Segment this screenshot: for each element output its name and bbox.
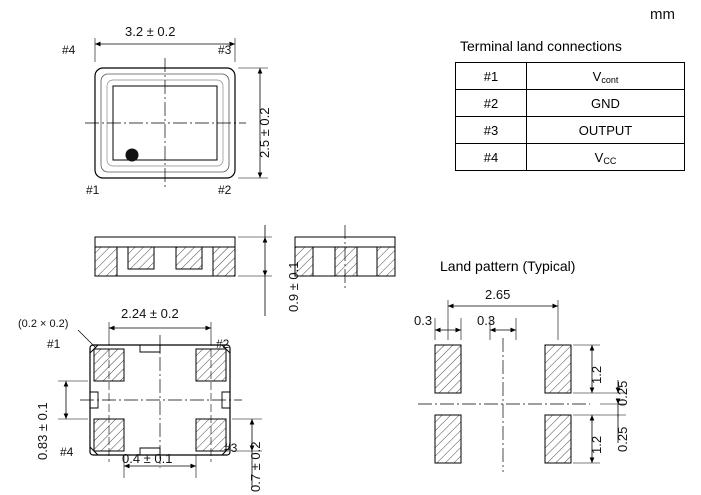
terminal-table-body <box>456 63 685 171</box>
corner-chamfer-note: (0.2 × 0.2) <box>18 318 69 330</box>
terminal-signal-subscript: CC <box>603 155 617 166</box>
terminal-signal-text: V <box>592 68 602 84</box>
terminal-signal <box>527 90 685 117</box>
side-view-right <box>295 225 395 290</box>
side-view-front <box>95 237 235 276</box>
terminal-signal <box>527 144 685 171</box>
terminal-signal-subscript: cont <box>601 74 619 85</box>
bottom-view-span-label: 2.24 ± 0.2 <box>121 306 179 321</box>
land-gap-inner-label: 0.3 <box>477 313 496 328</box>
terminal-index: #2 <box>456 90 527 117</box>
top-view-pin3-label: #3 <box>218 43 232 57</box>
terminal-land-connections-table <box>455 62 685 171</box>
bottom-view-pin2-label: #2 <box>216 337 230 351</box>
top-view-width-label: 3.2 ± 0.2 <box>125 24 176 39</box>
bottom-view-pad-width-label: 0.4 ± 0.1 <box>122 451 173 466</box>
terminal-signal <box>527 63 685 90</box>
bottom-view-pad-height-label: 0.7 ± 0.2 <box>248 441 263 492</box>
side-view-height-label: 0.9 ± 0.1 <box>286 261 301 312</box>
top-view-height-label: 2.5 ± 0.2 <box>257 107 272 158</box>
terminal-table-heading: Terminal land connections <box>460 38 622 54</box>
land-gap-bottom-label: 0.25 <box>615 426 630 452</box>
terminal-signal-text: GND <box>591 95 620 111</box>
top-view-outline <box>85 58 246 190</box>
top-view-pin1-label: #1 <box>86 183 100 197</box>
top-view-pin4-label: #4 <box>62 43 76 57</box>
terminal-index: #1 <box>456 63 527 90</box>
terminal-signal-text: OUTPUT <box>578 122 633 138</box>
terminal-signal <box>527 117 685 144</box>
side-view-height-dimension <box>238 225 272 316</box>
terminal-index: #4 <box>456 144 527 171</box>
bottom-view-pin4-label: #4 <box>60 445 74 459</box>
units-label: mm <box>650 6 675 23</box>
bottom-view-pitch-label: 0.83 ± 0.1 <box>35 402 50 460</box>
land-gap-top-label: 0.25 <box>615 380 630 406</box>
table-row <box>456 90 685 117</box>
land-span-label: 2.65 <box>485 287 511 302</box>
table-row <box>456 63 685 90</box>
table-row <box>456 117 685 144</box>
land-pad-height-top-label: 1.2 <box>589 365 604 384</box>
terminal-signal-text: V <box>594 149 604 165</box>
terminal-index: #3 <box>456 117 527 144</box>
top-view-pin2-label: #2 <box>218 183 232 197</box>
land-gap-left-label: 0.3 <box>414 313 433 328</box>
bottom-view-pin3-label: #3 <box>224 441 238 455</box>
bottom-view-pin1-label: #1 <box>47 337 61 351</box>
table-row <box>456 144 685 171</box>
land-pattern-heading: Land pattern (Typical) <box>440 258 576 274</box>
land-pad-height-bottom-label: 1.2 <box>589 435 604 454</box>
